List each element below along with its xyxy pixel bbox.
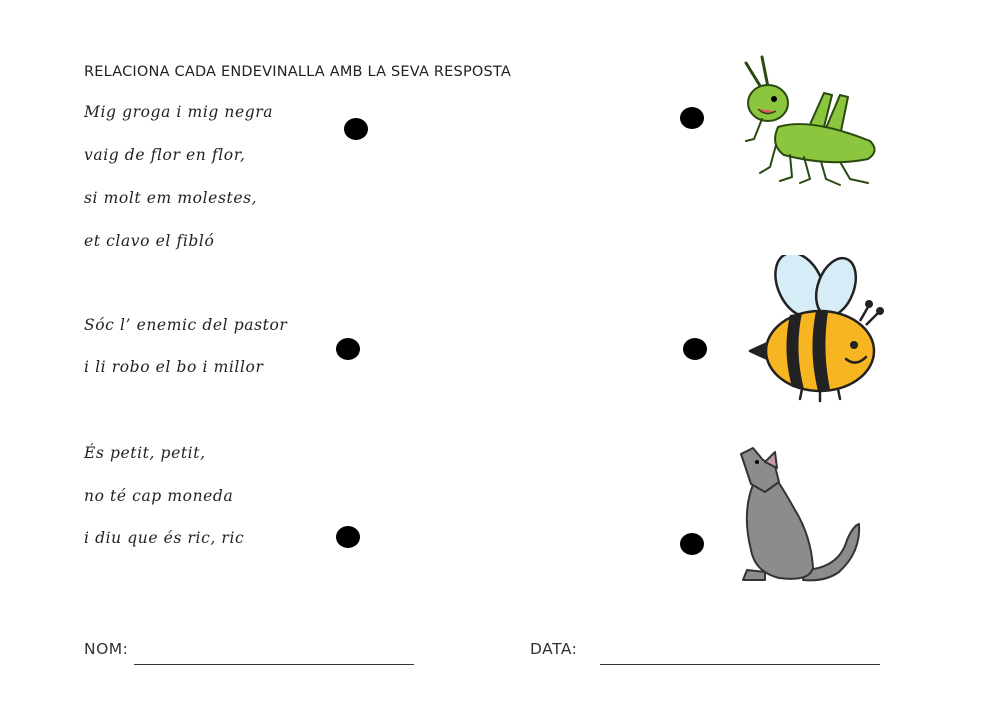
riddle-3-dot[interactable] — [336, 526, 360, 548]
riddle-1-line-4: et clavo el fibló — [84, 232, 215, 250]
riddle-3-line-3: i diu que és ric, ric — [84, 529, 245, 547]
grasshopper-icon — [740, 55, 885, 195]
riddle-2-line-2: i li robo el bo i millor — [84, 358, 264, 376]
answer-wolf-dot[interactable] — [680, 533, 704, 555]
bee-icon — [742, 255, 890, 405]
riddle-2-dot[interactable] — [336, 338, 360, 360]
riddle-1-dot[interactable] — [344, 118, 368, 140]
date-answer-line[interactable] — [600, 664, 880, 665]
riddle-3-line-2: no té cap moneda — [84, 487, 234, 505]
riddle-3-line-1: És petit, petit, — [84, 444, 206, 462]
date-label: DATA: — [530, 640, 578, 658]
answer-grasshopper-dot[interactable] — [680, 107, 704, 129]
worksheet-title: RELACIONA CADA ENDEVINALLA AMB LA SEVA RESPOSTA — [84, 64, 511, 80]
riddle-1-line-1: Mig groga i mig negra — [84, 103, 274, 121]
answer-bee-dot[interactable] — [683, 338, 707, 360]
riddle-2-line-1: Sóc l’ enemic del pastor — [84, 316, 288, 334]
riddle-1-line-3: si molt em molestes, — [84, 189, 258, 207]
name-label: NOM: — [84, 640, 129, 658]
wolf-icon — [735, 440, 863, 585]
name-answer-line[interactable] — [134, 664, 414, 665]
riddle-1-line-2: vaig de flor en flor, — [84, 146, 246, 164]
